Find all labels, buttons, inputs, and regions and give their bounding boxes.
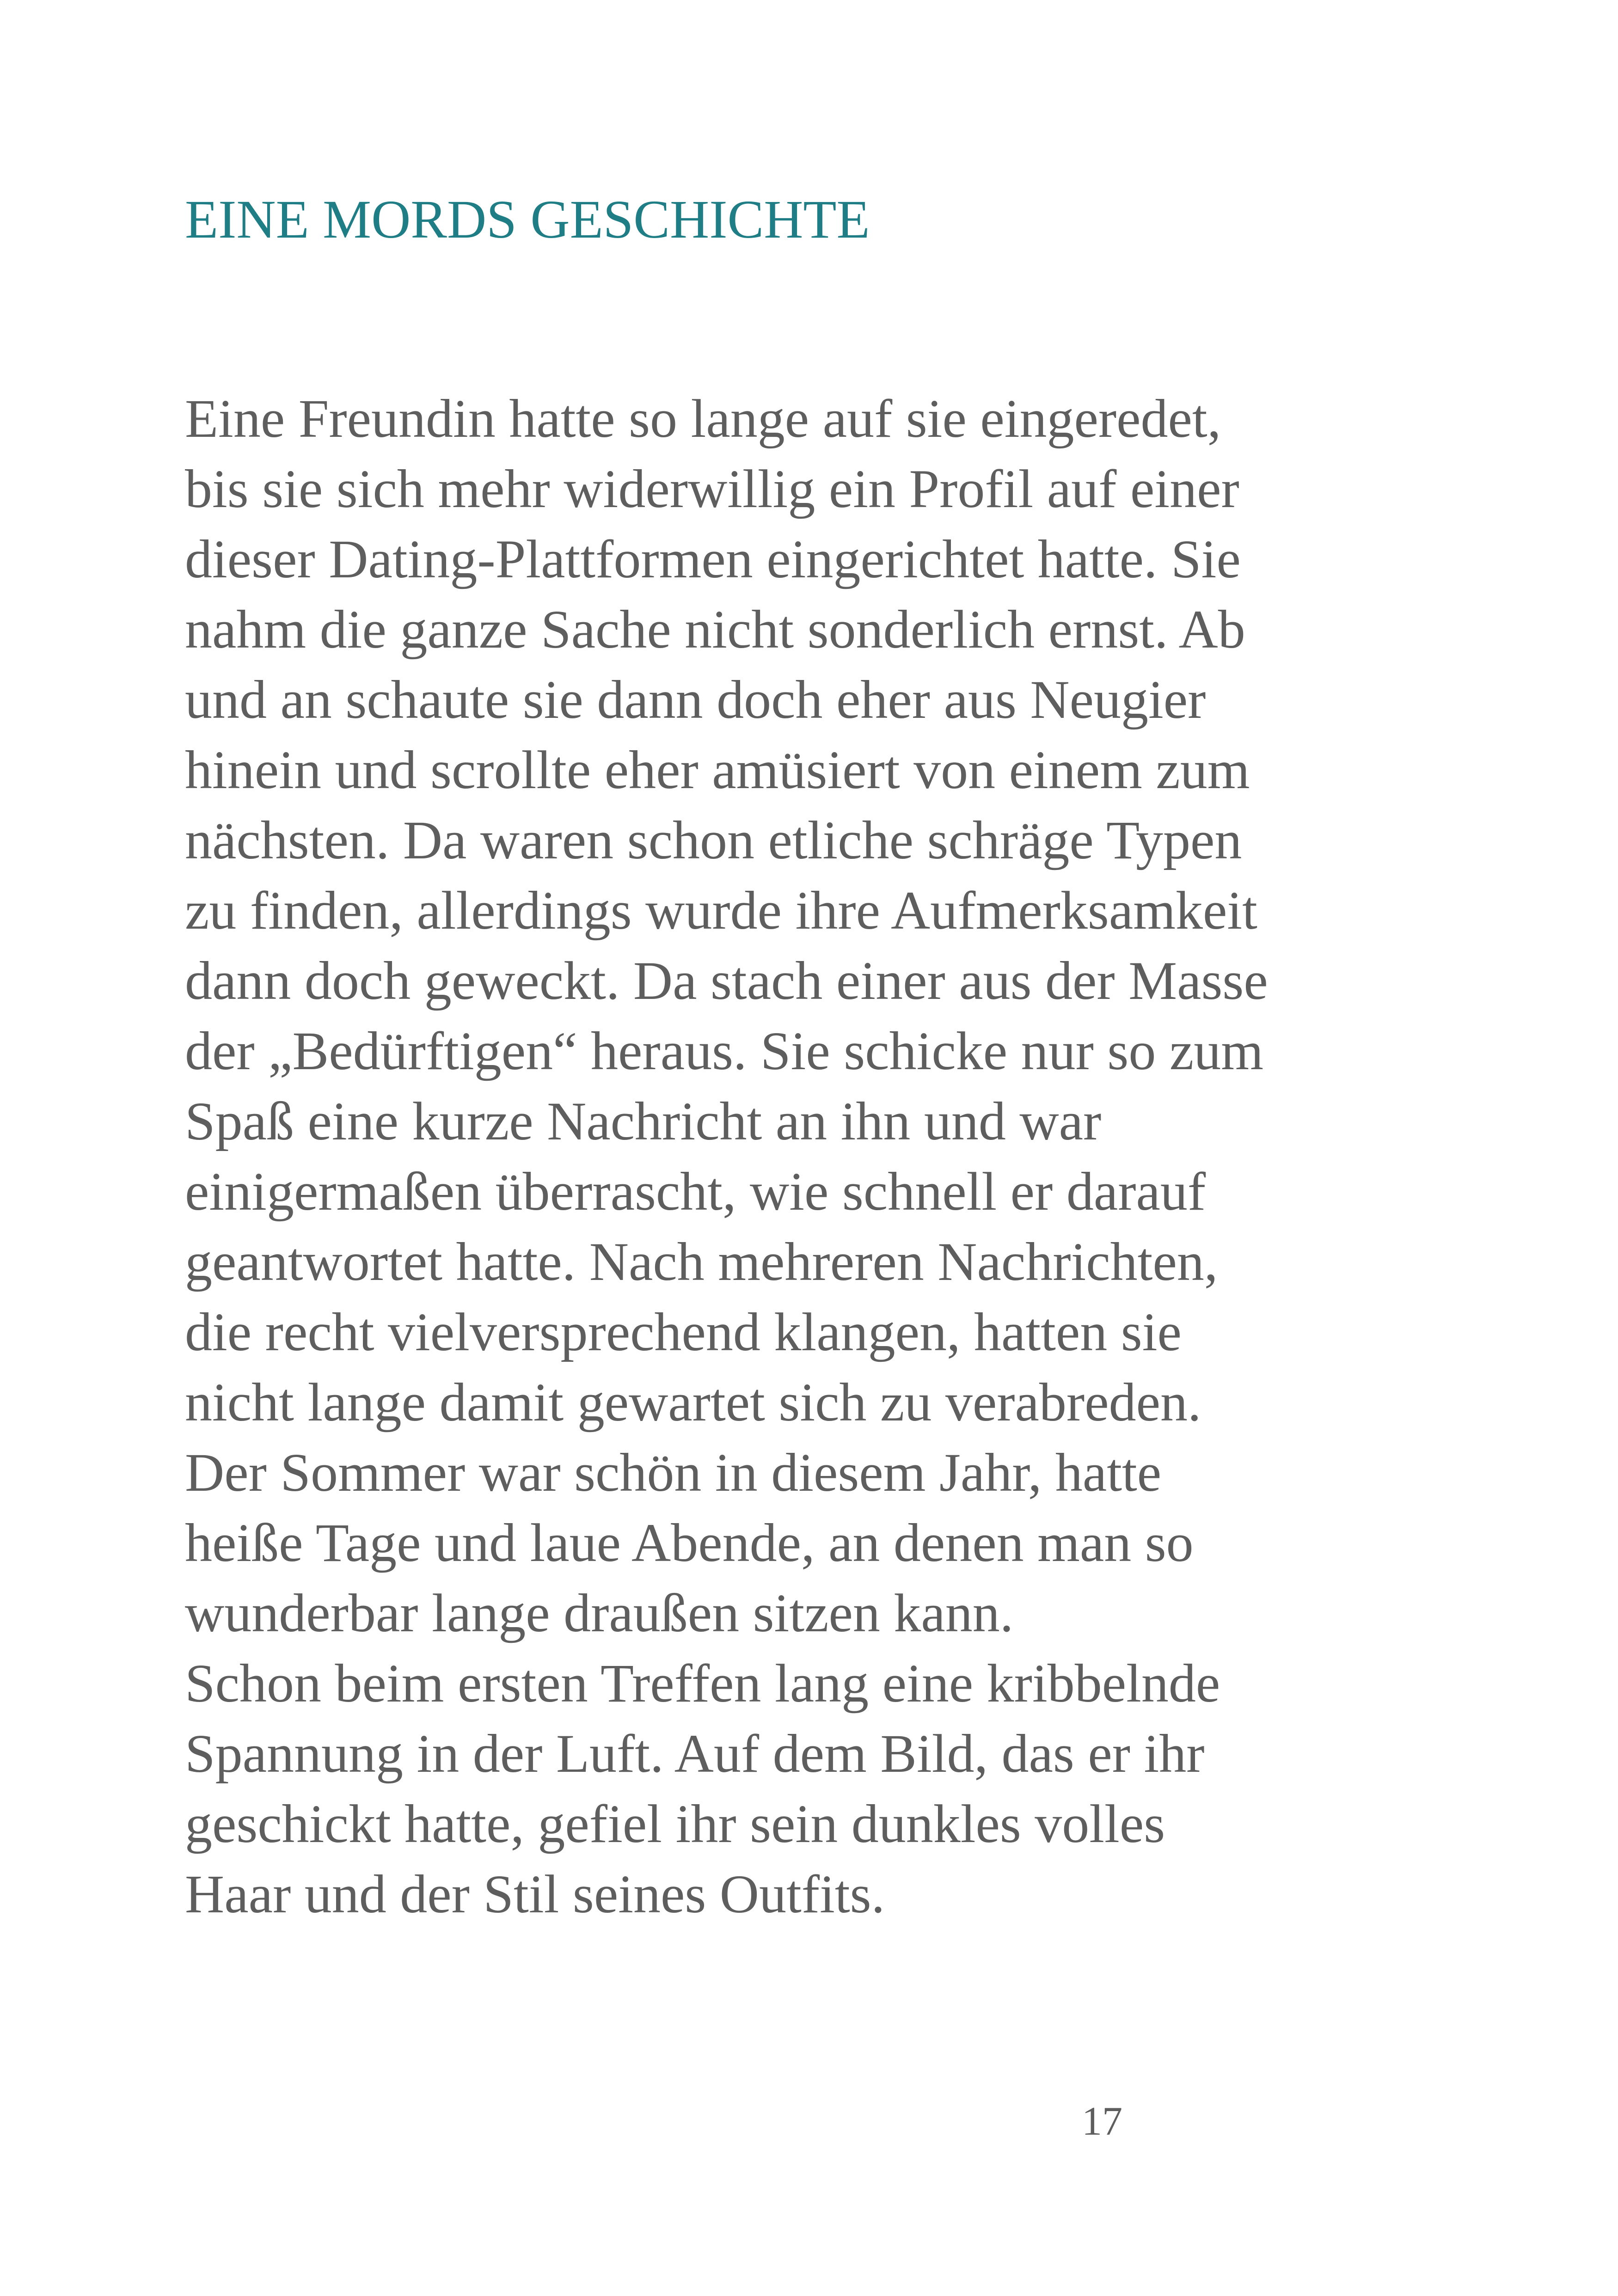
text-line: geschickt hatte, gefiel ihr sein dunkles volles <box>185 1794 1165 1854</box>
text-line: geantwortet hatte. Nach mehreren Nachrichten, <box>185 1231 1218 1292</box>
text-line: einigermaßen überrascht, wie schnell er darauf <box>185 1161 1206 1222</box>
page-number: 17 <box>1082 2099 1122 2144</box>
text-line: heiße Tage und laue Abende, an denen man so <box>185 1512 1194 1573</box>
text-line: nicht lange damit gewartet sich zu verabreden. <box>185 1372 1201 1433</box>
text-line: Spannung in der Luft. Auf dem Bild, das er ihr <box>185 1723 1205 1784</box>
text-line: Der Sommer war schön in diesem Jahr, hatte <box>185 1442 1162 1503</box>
text-line: und an schaute sie dann doch eher aus Neugier <box>185 669 1206 730</box>
text-line: bis sie sich mehr widerwillig ein Profil auf einer <box>185 459 1239 519</box>
text-line: dieser Dating-Plattformen eingerichtet hatte. Sie <box>185 529 1241 589</box>
text-line: Spaß eine kurze Nachricht an ihn und war <box>185 1091 1102 1151</box>
text-line: die recht vielversprechend klangen, hatten sie <box>185 1302 1182 1362</box>
text-line: der „Bedürftigen“ heraus. Sie schicke nur so zum <box>185 1021 1263 1081</box>
text-line: Schon beim ersten Treffen lang eine kribbelnde <box>185 1653 1220 1714</box>
text-line: Haar und der Stil seines Outfits. <box>185 1864 885 1924</box>
text-line: Eine Freundin hatte so lange auf sie eingeredet, <box>185 388 1221 449</box>
text-line: wunderbar lange draußen sitzen kann. <box>185 1583 1014 1643</box>
text-line: zu finden, allerdings wurde ihre Aufmerksamkeit <box>185 880 1257 941</box>
text-line: nächsten. Da waren schon etliche schräge Typen <box>185 810 1242 870</box>
chapter-title: EINE MORDS GESCHICHTE <box>185 189 870 250</box>
text-line: hinein und scrollte eher amüsiert von einem zum <box>185 740 1250 800</box>
body-text <box>185 384 1433 1929</box>
text-line: nahm die ganze Sache nicht sonderlich ernst. Ab <box>185 599 1245 660</box>
text-line: dann doch geweckt. Da stach einer aus der Masse <box>185 950 1268 1011</box>
